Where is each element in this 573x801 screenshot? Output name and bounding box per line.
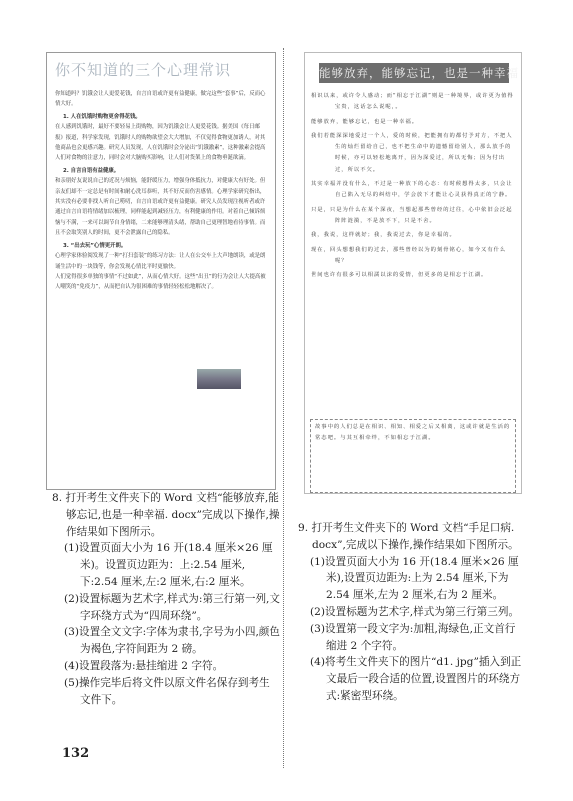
- task-8-item: (2)设置标题为艺术字,样式为:第三行第一列,文字环绕方式为“四周环绕”。: [64, 592, 280, 622]
- right-doc-body: [311, 91, 515, 284]
- right-doc-paragraph: 现在，回头想想我们的过去，那些曾经以为的刻骨铭心，如今又有什么呢？: [311, 246, 507, 264]
- left-doc-heading: 2. 自言自语有益健康。: [63, 167, 120, 174]
- right-doc-title: 能够放弃，能够忘记，也是一种幸福: [319, 63, 509, 83]
- task-8-item: (4)设置段落为:悬挂缩进 2 字符。: [64, 659, 224, 672]
- left-doc-paragraph: 和亲朋好友说说自己的近况与烦恼，能舒缓压力，增强身体抵抗力，对健康大有好处。但亲友们却不一定总是有时间和耐心洗耳恭听，其不好反而伤害感情。心理学家研究指出，其实没有必要非找人听自己唠叨，自言自语或许更有益健康。研究人员发现注视听者或许通过自言自语将情绪加以梳理，同样能起到减轻压力，有利健康的作用。对着自己倾诉烦恼与不满，一来可以调节自身情绪，二来能够理清头绪，帮助自己更理智地看待事情。而且不会取笑别人的时间，更不会泄露自己的隐私。: [55, 178, 266, 237]
- task-8-heading: 8. 打开考生文件夹下的 Word 文档“能够放弃,能够忘记,也是一种幸福. docx”完成以下操作,操作结果如下图所示。: [52, 492, 280, 538]
- task-8-item: (1)设置页面大小为 16 开(18.4 厘米×26 厘米)。设置页边距为：上:2.54 厘米,下:2.54 厘米,左:2 厘米,右:2 厘米。: [64, 542, 273, 588]
- page-number: 132: [62, 746, 90, 761]
- column-separator: [283, 48, 284, 768]
- left-doc-title: 你不知道的三个心理常识: [55, 61, 232, 79]
- right-doc-paragraph: 相识以来，或许令人感动；而“相忘于江湖”则是一种境界，或许更为值得宝贵，这话怎么说呢，。: [311, 93, 514, 111]
- task-9-item: (2)设置标题为艺术字,样式为第三行第三列。: [310, 605, 520, 618]
- left-doc-body: [55, 89, 267, 293]
- right-doc-textbox-text: 故事中的人们总是在相识、相知、相爱之后又相离，这或许就是生活的常态吧。与其互相牵绊，不如相忘于江湖。: [315, 424, 511, 441]
- task-9-item: (4)将考生文件夹下的图片“d1. jpg”插入到正文最后一段合适的位置,设置图片的环绕方式:紧密型环绕。: [310, 656, 522, 702]
- example-document-left: [46, 52, 276, 490]
- right-doc-paragraph: 只是，只是为什么在某个深夜，当想起那些曾经的过往，心中依旧会泛起阵阵涟漪，不是放不下，只是不舍。: [311, 206, 513, 224]
- right-doc-paragraph: 能够放弃，能够忘记，也是一种幸福。: [311, 118, 419, 125]
- right-doc-textbox: [310, 419, 516, 493]
- right-doc-paragraph: 我，我说，这样就好；我，我说过去，你是幸福的。: [311, 232, 456, 239]
- left-doc-paragraph: 人们觉得很多单独的事情“不过如此”，从而心情大好。这些“出丑”的行为会让人大提高被人嘲笑的“免疫力”，从而把自认为很困难的事情轻轻松松地解决了。: [55, 273, 266, 291]
- right-doc-paragraph: 其实幸福并没有什么，不过是一种放下的心态：有时候想得太多，只会让自己陷入无尽的纠结中，学会放下才能让心灵获得真正的宁静。: [311, 181, 513, 199]
- task-9-heading: 9. 打开考生文件夹下的 Word 文档“手足口病. docx”,完成以下操作,操作结果如下图所示。: [298, 522, 519, 551]
- task-8-item: (5)操作完毕后将文件以原文件名保存到考生文件下。: [64, 676, 270, 706]
- left-doc-paragraph: 你知道吗？饥饿会让人更爱花钱，自言自语或许更有益健康，做完这些“套事”后，反而心情大好。: [55, 91, 266, 108]
- example-document-right: [304, 52, 522, 494]
- left-doc-paragraph: 心理学家体验阅发现了一种“打扫套装”的练习方法：让人在公交车上大声地朗读，或是朗诵生活中的一块钱等，你会发现心情比平时更愉快。: [55, 253, 266, 270]
- task-8-item: (3)设置全文文字:字体为隶书,字号为小四,颜色为褐色,字符间距为 2 磅。: [64, 626, 280, 656]
- left-doc-heading: 1. 人在饥饿时购物更舍得花钱。: [63, 113, 141, 120]
- left-doc-picture: [197, 369, 241, 389]
- task-8: [52, 490, 280, 708]
- left-doc-heading: 3. “出去玩”心情更开朗。: [63, 242, 127, 249]
- task-9-items: [298, 554, 522, 705]
- left-doc-paragraph: 在人感到饥饿时，最好不要轻易上街购物，因为饥饿会让人更爱花钱。据美国《每日邮报》报道，科学家发现，饥饿时人的购物欲望会大大增加，不仅觉得食物更加诱人，对其他商品也会更感兴趣。研究人员发现，人在饥饿时会分泌出“饥饿激素”，这种激素会提高人们对食物的注意力，同时会对大脑购买影响，让人们对货架上的食物垂涎欲滴。: [55, 124, 266, 162]
- task-9: [298, 520, 522, 705]
- task-9-item: (3)设置第一段文字为:加粗,海绿色,正文首行缩进 2 个字符。: [310, 622, 516, 652]
- right-doc-paragraph: 我们若能深深地爱过一个人，爱的时候，把能拥有的都付予对方，不把人生的灿烂留给自己，也不把生命中的遗憾留给别人，那么放手的时候，亦可以轻松地离开，因为深爱过，所以无悔；因为付出过，所以不欠。: [311, 132, 513, 173]
- task-8-items: [52, 540, 280, 708]
- task-9-item: (1)设置页面大小为 16 开(18.4 厘米×26 厘米),设置页边距为:上为 2.54 厘米,下为 2.54 厘米,左为 2 厘米,右为 2 厘米。: [310, 555, 519, 602]
- right-doc-paragraph: 世间也许有很多可以相濡以沫的爱情，但更多的是相忘于江湖。: [311, 272, 488, 279]
